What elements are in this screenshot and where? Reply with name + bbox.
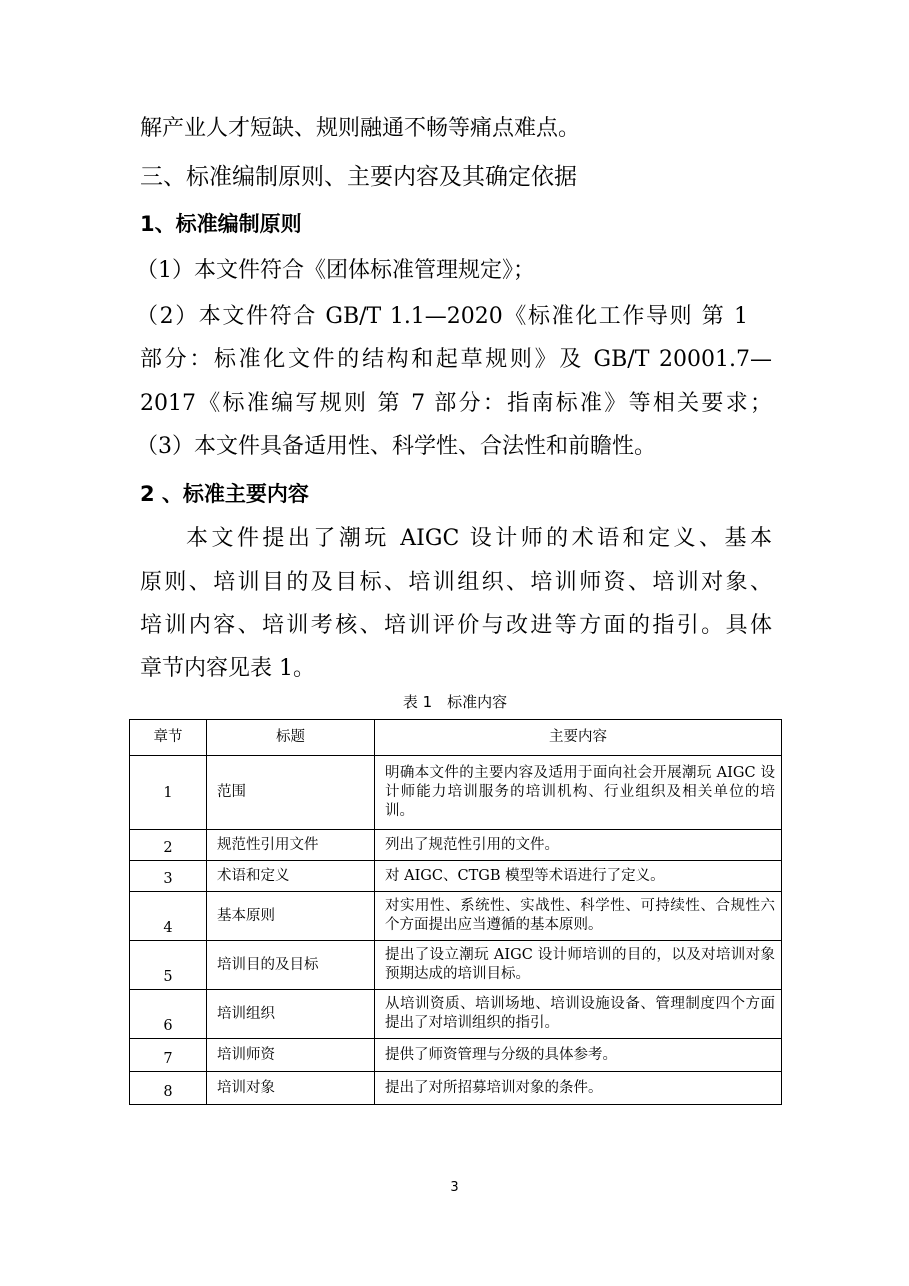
chapter-title: 术语和定义 — [207, 861, 375, 892]
subsection-heading: 2 、标准主要内容 — [140, 482, 309, 506]
paragraph-line: 解产业人才短缺、规则融通不畅等痛点难点。 — [140, 116, 581, 141]
chapter-number: 6 — [130, 990, 207, 1039]
chapter-content: 明确本文件的主要内容及适用于面向社会开展潮玩 AIGC 设计师能力培训服务的培训机构、行业组织及相关单位的培训。 — [375, 756, 782, 830]
table-header-row — [130, 720, 782, 756]
table-row — [130, 861, 782, 892]
chapter-title: 基本原则 — [207, 892, 375, 941]
chapter-title: 规范性引用文件 — [207, 830, 375, 861]
table-row — [130, 1039, 782, 1072]
header-main-content: 主要内容 — [375, 720, 782, 756]
paragraph-line: （3）本文件具备适用性、科学性、合法性和前瞻性。 — [136, 434, 656, 459]
chapter-content: 提出了对所招募培训对象的条件。 — [375, 1072, 782, 1105]
page-number: 3 — [450, 1180, 459, 1195]
chapter-title: 范围 — [207, 756, 375, 830]
table-row — [130, 941, 782, 990]
section-heading: 三、标准编制原则、主要内容及其确定依据 — [140, 164, 577, 190]
paragraph-line: （2）本文件符合 GB/T 1.1—2020《标准化工作导则 第 1 — [136, 304, 748, 329]
chapter-title: 培训目的及目标 — [207, 941, 375, 990]
chapter-number: 7 — [130, 1039, 207, 1072]
header-title: 标题 — [207, 720, 375, 756]
paragraph-line: 章节内容见表 1。 — [140, 656, 315, 681]
subsection-heading: 1、标准编制原则 — [140, 212, 302, 236]
chapter-number: 5 — [130, 941, 207, 990]
table-row — [130, 1072, 782, 1105]
chapter-number: 2 — [130, 830, 207, 861]
chapter-number: 3 — [130, 861, 207, 892]
table-row — [130, 830, 782, 861]
paragraph-line: （1）本文件符合《团体标准管理规定》； — [136, 258, 535, 283]
chapter-number: 1 — [130, 756, 207, 830]
chapter-content: 列出了规范性引用的文件。 — [375, 830, 782, 861]
chapter-number: 4 — [130, 892, 207, 941]
paragraph-line: 2017《标准编写规则 第 7 部分：指南标准》等相关要求； — [140, 391, 772, 416]
chapter-title: 培训师资 — [207, 1039, 375, 1072]
chapter-content: 提出了设立潮玩 AIGC 设计师培训的目的，以及对培训对象预期达成的培训目标。 — [375, 941, 782, 990]
table-row — [130, 990, 782, 1039]
chapter-content: 从培训资质、培训场地、培训设施设备、管理制度四个方面提出了对培训组织的指引。 — [375, 990, 782, 1039]
chapter-content: 对实用性、系统性、实战性、科学性、可持续性、合规性六个方面提出应当遵循的基本原则。 — [375, 892, 782, 941]
table-row — [130, 756, 782, 830]
standard-content-table — [129, 719, 782, 1105]
header-chapter: 章节 — [130, 720, 207, 756]
chapter-content: 提供了师资管理与分级的具体参考。 — [375, 1039, 782, 1072]
paragraph-line: 部分：标准化文件的结构和起草规则》及 GB/T 20001.7— — [140, 347, 772, 372]
chapter-content: 对 AIGC、CTGB 模型等术语进行了定义。 — [375, 861, 782, 892]
paragraph-line: 原则、培训目的及目标、培训组织、培训师资、培训对象、 — [140, 570, 772, 595]
paragraph-line: 本文件提出了潮玩 AIGC 设计师的术语和定义、基本 — [186, 526, 772, 551]
chapter-number: 8 — [130, 1072, 207, 1105]
paragraph-line: 培训内容、培训考核、培训评价与改进等方面的指引。具体 — [140, 613, 772, 638]
chapter-title: 培训对象 — [207, 1072, 375, 1105]
chapter-title: 培训组织 — [207, 990, 375, 1039]
table-caption: 表 1 标准内容 — [402, 693, 508, 711]
table-row — [130, 892, 782, 941]
